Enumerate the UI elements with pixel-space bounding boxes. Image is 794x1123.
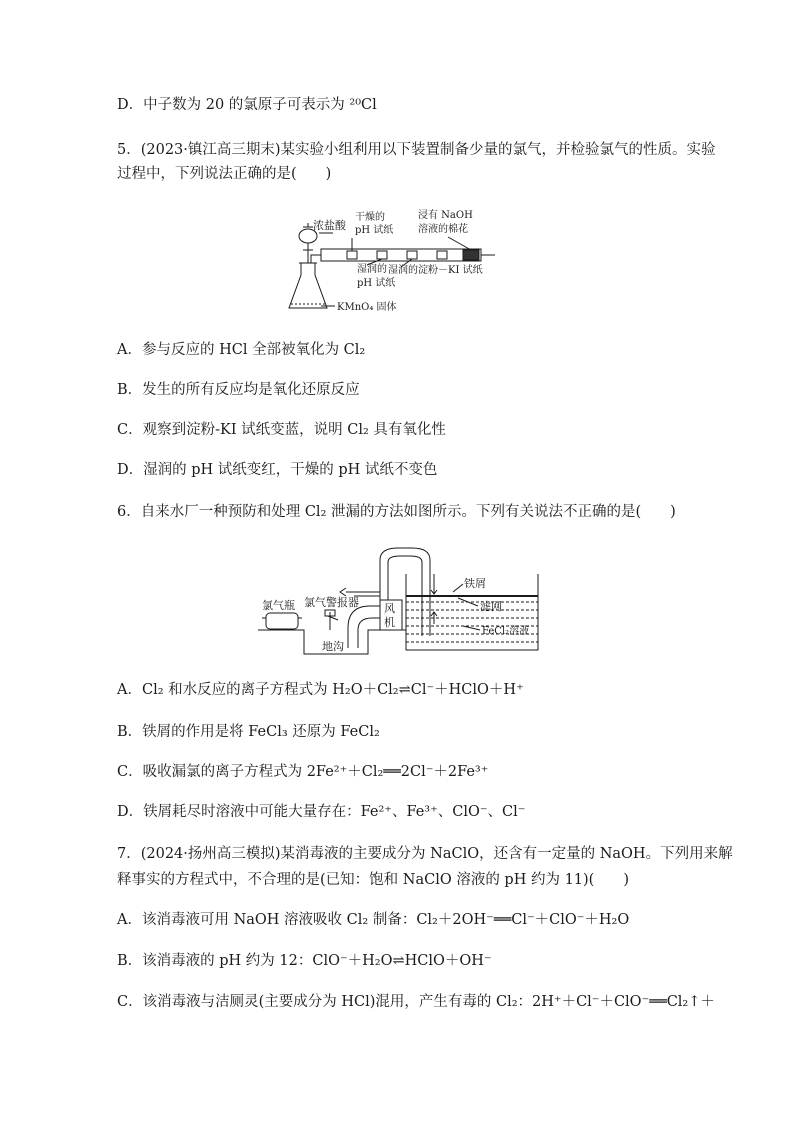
label-wet-ph-1: 湿润的 — [357, 264, 387, 275]
label-fan-1: 风 — [384, 602, 395, 615]
question-5-stem: 5．(2023·镇江高三期末)某实验小组利用以下装置制备少量的氯气，并检验氯气的性质。实验 — [117, 142, 716, 158]
q5-option-c: C．观察到淀粉-KI 试纸变蓝，说明 Cl₂ 具有氧化性 — [117, 422, 446, 438]
q5-option-b: B．发生的所有反应均是氧化还原反应 — [117, 382, 360, 398]
q7-option-a: A．该消毒液可用 NaOH 溶液吸收 Cl₂ 制备：Cl₂＋2OH⁻══Cl⁻＋ClO⁻＋H₂O — [117, 912, 630, 928]
q5-option-d: D．湿润的 pH 试纸变红，干燥的 pH 试纸不变色 — [117, 462, 438, 478]
q7-option-c: C．该消毒液与洁厕灵(主要成分为 HCl)混用，产生有毒的 Cl₂：2H⁺＋Cl⁻＋ClO⁻══Cl₂↑＋ — [117, 994, 715, 1010]
label-naoh-2: 溶液的棉花 — [418, 224, 468, 235]
label-fan-2: 机 — [384, 616, 395, 629]
label-filter: 滤网 — [480, 600, 502, 613]
label-conc-hcl: 浓盐酸 — [313, 219, 346, 232]
question-7-stem: 7．(2024·扬州高三模拟)某消毒液的主要成分为 NaClO，还含有一定量的 NaOH。下列用来解 — [117, 846, 733, 862]
label-dry-ph-1: 干燥的 — [355, 212, 385, 223]
q5-option-a: A．参与反应的 HCl 全部被氧化为 Cl₂ — [117, 342, 366, 358]
q6-option-d: D．铁屑耗尽时溶液中可能大量存在：Fe²⁺、Fe³⁺、ClO⁻、Cl⁻ — [117, 804, 526, 820]
label-iron: 铁屑 — [464, 577, 486, 590]
label-starch-ki: 湿润的淀粉－KI 试纸 — [388, 265, 483, 276]
q6-option-b: B．铁屑的作用是将 FeCl₃ 还原为 FeCl₂ — [117, 724, 380, 740]
question-7-stem-cont: 释事实的方程式中，不合理的是(已知：饱和 NaClO 溶液的 pH 约为 11)( ) — [117, 872, 630, 888]
label-wet-ph-2: pH 试纸 — [357, 278, 396, 289]
label-alarm: 氯气警报器 — [304, 596, 359, 609]
q6-option-c: C．吸收漏氯的离子方程式为 2Fe²⁺＋Cl₂══2Cl⁻＋2Fe³⁺ — [117, 764, 489, 780]
question-6-stem: 6．自来水厂一种预防和处理 Cl₂ 泄漏的方法如图所示。下列有关说法不正确的是( ) — [117, 504, 676, 520]
figure-chlorine-apparatus — [285, 203, 515, 318]
label-solution: FeCl₂溶液 — [482, 626, 530, 637]
option-d-q4: D．中子数为 20 的氯原子可表示为 ²⁰Cl — [117, 97, 377, 113]
label-ditch: 地沟 — [322, 640, 344, 653]
label-cylinder: 氯气瓶 — [262, 599, 295, 612]
label-kmno4: KMnO₄ 固体 — [337, 302, 397, 313]
q6-option-a: A．Cl₂ 和水反应的离子方程式为 H₂O＋Cl₂⇌Cl⁻＋HClO＋H⁺ — [117, 682, 524, 698]
q7-option-b: B．该消毒液的 pH 约为 12：ClO⁻＋H₂O⇌HClO＋OH⁻ — [117, 953, 492, 969]
label-dry-ph-2: pH 试纸 — [355, 225, 394, 236]
question-5-stem-cont: 过程中，下列说法正确的是( ) — [117, 166, 332, 182]
label-naoh-1: 浸有 NaOH — [418, 210, 473, 221]
figure-chlorine-leak-treatment — [258, 540, 548, 660]
